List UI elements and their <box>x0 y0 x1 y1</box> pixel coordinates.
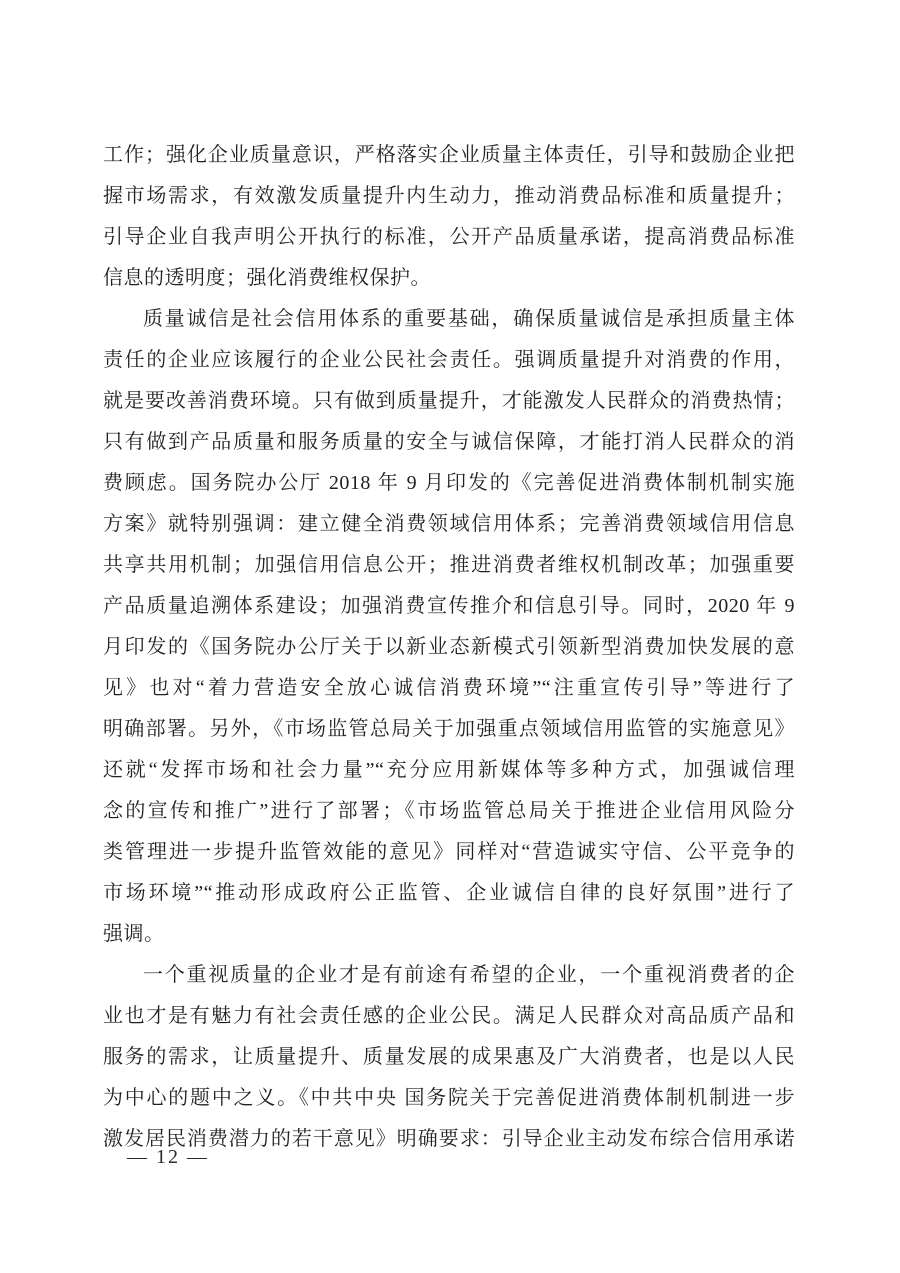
paragraph <box>103 955 795 1160</box>
text-line: 还就“发挥市场和社会力量”“充分应用新媒体等多种方式，加强诚信理 <box>103 759 795 781</box>
text-line: 强调。 <box>103 923 165 945</box>
text-line: 引导企业自我声明公开执行的标准，公开产品质量承诺，提高消费品标准 <box>103 226 795 248</box>
text-line: 信息的透明度；强化消费维权保护。 <box>103 267 431 289</box>
text-line: 业也才是有魅力有社会责任感的企业公民。满足人民群众对高品质产品和 <box>103 1005 795 1027</box>
text-line: 类管理进一步提升监管效能的意见》同样对“营造诚实守信、公平竞争的 <box>103 841 795 863</box>
document-body <box>103 135 795 1160</box>
text-line: 服务的需求，让质量提升、质量发展的成果惠及广大消费者，也是以人民 <box>103 1046 795 1068</box>
text-line: 就是要改善消费环境。只有做到质量提升，才能激发人民群众的消费热情； <box>103 390 795 412</box>
text-line: 工作；强化企业质量意识，严格落实企业质量主体责任，引导和鼓励企业把 <box>103 144 795 166</box>
text-line: 责任的企业应该履行的企业公民社会责任。强调质量提升对消费的作用， <box>103 349 795 371</box>
text-line: 费顾虑。国务院办公厅 2018 年 9 月印发的《完善促进消费体制机制实施 <box>103 472 795 494</box>
text-line: 市场环境”“推动形成政府公正监管、企业诚信自律的良好氛围”进行了 <box>103 882 795 904</box>
text-line: 握市场需求，有效激发质量提升内生动力，推动消费品标准和质量提升； <box>103 185 795 207</box>
text-line: 质量诚信是社会信用体系的重要基础，确保质量诚信是承担质量主体 <box>143 308 795 330</box>
page-number: — 12 — <box>127 1146 209 1168</box>
text-line: 念的宣传和推广”进行了部署；《市场监管总局关于推进企业信用风险分 <box>103 800 795 822</box>
text-line: 产品质量追溯体系建设；加强消费宣传推介和信息引导。同时，2020 年 9 <box>103 595 795 617</box>
paragraph <box>103 135 795 299</box>
text-line: 只有做到产品质量和服务质量的安全与诚信保障，才能打消人民群众的消 <box>103 431 795 453</box>
text-line: 一个重视质量的企业才是有前途有希望的企业，一个重视消费者的企 <box>143 964 795 986</box>
text-line: 月印发的《国务院办公厅关于以新业态新模式引领新型消费加快发展的意 <box>103 636 795 658</box>
text-line: 见》也对“着力营造安全放心诚信消费环境”“注重宣传引导”等进行了 <box>103 677 795 699</box>
text-line: 明确部署。另外，《市场监管总局关于加强重点领域信用监管的实施意见》 <box>103 718 795 740</box>
text-line: 共享共用机制；加强信用信息公开；推进消费者维权机制改革；加强重要 <box>103 554 795 576</box>
text-line: 方案》就特别强调：建立健全消费领域信用体系；完善消费领域信用信息 <box>103 513 795 535</box>
text-line: 激发居民消费潜力的若干意见》明确要求：引导企业主动发布综合信用承诺 <box>103 1128 795 1150</box>
paragraph <box>103 299 795 955</box>
text-line: 为中心的题中之义。《中共中央 国务院关于完善促进消费体制机制进一步 <box>103 1087 795 1109</box>
